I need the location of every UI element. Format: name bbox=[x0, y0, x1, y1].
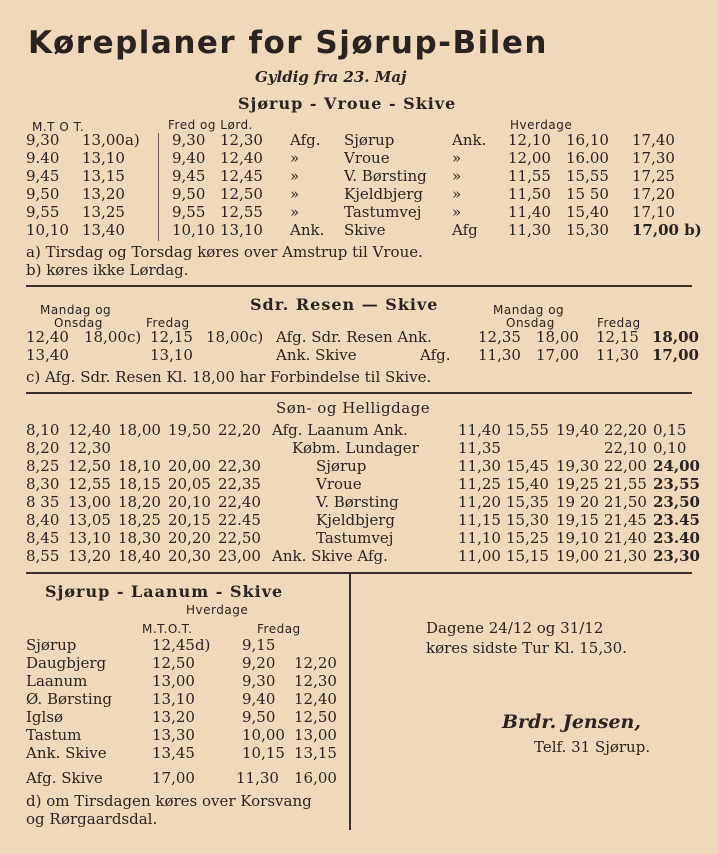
route1-cell-c: 9,40 bbox=[172, 149, 206, 167]
route2-r1-a: 12,40 bbox=[26, 328, 69, 346]
route3-right-time: 21,30 bbox=[604, 547, 647, 565]
route2-r2-stop: Ank. Skive bbox=[276, 346, 357, 364]
route2-r2-a: 13,40 bbox=[26, 346, 69, 364]
route3-left-time: 22,50 bbox=[218, 529, 261, 547]
route3-left-time: 22,20 bbox=[218, 421, 261, 439]
route3-left-time: 20,15 bbox=[168, 511, 211, 529]
route3-right-time: 11,10 bbox=[458, 529, 501, 547]
route3-right-time: 11,30 bbox=[458, 457, 501, 475]
route4-stop: Ank. Skive bbox=[26, 744, 107, 762]
route3-right-time: 15,30 bbox=[506, 511, 549, 529]
route1-cell-d: 12,45 bbox=[220, 167, 263, 185]
route4-mtot: 13,00 bbox=[152, 672, 195, 690]
route3-right-time: 22,00 bbox=[604, 457, 647, 475]
route3-left-time: 8,40 bbox=[26, 511, 60, 529]
route1-cell-c: 9,55 bbox=[172, 203, 206, 221]
route1-cell-a: 9,45 bbox=[26, 167, 60, 185]
route1-cell-f: 16.00 bbox=[566, 149, 609, 167]
route4-stop: Iglsø bbox=[26, 708, 64, 726]
route4-fredag-2: 13,00 bbox=[294, 726, 337, 744]
route2-r2-e: 11,30 bbox=[478, 346, 521, 364]
route3-left-time: 18,00 bbox=[118, 421, 161, 439]
route4-fredag-2: 12,20 bbox=[294, 654, 337, 672]
route1-cell-stop: V. Børsting bbox=[344, 167, 427, 185]
route1-cell-f: 15 50 bbox=[566, 185, 609, 203]
route1-cell-stop: Sjørup bbox=[344, 131, 395, 149]
route1-cell-act: Afg. bbox=[290, 131, 321, 149]
route3-right-time: 0,10 bbox=[653, 439, 687, 457]
route1-cell-c: 9,50 bbox=[172, 185, 206, 203]
route3-right-time: 21,40 bbox=[604, 529, 647, 547]
route2-right-mo1: Mandag og bbox=[493, 303, 565, 317]
route1-cell-b: 13,20 bbox=[82, 185, 125, 203]
route1-cell-act2: » bbox=[452, 149, 462, 167]
route1-cell-d: 13,10 bbox=[220, 221, 263, 239]
route1-cell-g: 17,20 bbox=[632, 185, 675, 203]
route2-r2-f: 17,00 bbox=[536, 346, 579, 364]
route1-cell-a: 9,30 bbox=[26, 131, 60, 149]
route3-stop: V. Børsting bbox=[316, 493, 399, 511]
route1-cell-c: 9,45 bbox=[172, 167, 206, 185]
route1-cell-g: 17,10 bbox=[632, 203, 675, 221]
route3-left-time: 12,55 bbox=[68, 475, 111, 493]
route3-right-time: 11,25 bbox=[458, 475, 501, 493]
route1-cell-d: 12,55 bbox=[220, 203, 263, 221]
route1-cell-b: 13,10 bbox=[82, 149, 125, 167]
route1-cell-d: 12,50 bbox=[220, 185, 263, 203]
route1-cell-g: 17,30 bbox=[632, 149, 675, 167]
route4-note-d1: d) om Tirsdagen køres over Korsvang bbox=[26, 792, 312, 810]
route4-stop: Ø. Børsting bbox=[26, 690, 112, 708]
route4-fredag-1: 9,40 bbox=[242, 690, 276, 708]
route1-col-fred: Fred og Lørd. bbox=[168, 118, 253, 132]
route3-right-time: 24,00 bbox=[653, 457, 700, 475]
route3-right-time: 19 20 bbox=[556, 493, 599, 511]
route3-left-time: 20,10 bbox=[168, 493, 211, 511]
route3-left-time: 18,40 bbox=[118, 547, 161, 565]
route1-note-a: a) Tirsdag og Torsdag køres over Amstrup til Vroue. bbox=[26, 243, 423, 261]
route3-stop: Købm. Lundager bbox=[292, 439, 419, 457]
route4-fredag-1: 9,50 bbox=[242, 708, 276, 726]
route3-left-time: 19,50 bbox=[168, 421, 211, 439]
route2-r2-c: 13,10 bbox=[150, 346, 193, 364]
route3-stop: Afg. Laanum Ank. bbox=[272, 421, 408, 439]
route3-right-time: 11,15 bbox=[458, 511, 501, 529]
route3-right-time: 19,30 bbox=[556, 457, 599, 475]
route2-r1-g: 12,15 bbox=[596, 328, 639, 346]
route4-stop: Sjørup bbox=[26, 636, 77, 654]
route4-mtot: 13,30 bbox=[152, 726, 195, 744]
route4-mtot: 12,50 bbox=[152, 654, 195, 672]
route4-fredag-1: 10,15 bbox=[242, 744, 285, 762]
route4-dep-b: 11,30 bbox=[236, 769, 279, 787]
route3-right-time: 15,35 bbox=[506, 493, 549, 511]
route3-right-time: 11,40 bbox=[458, 421, 501, 439]
route1-cell-act: » bbox=[290, 167, 300, 185]
route3-left-time: 13,20 bbox=[68, 547, 111, 565]
route3-right-time: 21,45 bbox=[604, 511, 647, 529]
route1-note-b: b) køres ikke Lørdag. bbox=[26, 261, 189, 279]
route1-cell-stop: Kjeldbjerg bbox=[344, 185, 424, 203]
route4-fredag-1: 9,20 bbox=[242, 654, 276, 672]
route3-left-time: 22,35 bbox=[218, 475, 261, 493]
route1-cell-act: » bbox=[290, 185, 300, 203]
route3-title: Søn- og Helligdage bbox=[276, 399, 431, 417]
route4-col-fredag: Fredag bbox=[257, 622, 301, 636]
route3-right-time: 11,35 bbox=[458, 439, 501, 457]
route1-cell-d: 12,40 bbox=[220, 149, 263, 167]
route3-left-time: 22,40 bbox=[218, 493, 261, 511]
route2-r2-h: 17,00 bbox=[652, 346, 699, 364]
route1-cell-stop: Tastumvej bbox=[344, 203, 422, 221]
route3-left-time: 18,25 bbox=[118, 511, 161, 529]
route2-r1-b: 18,00c) bbox=[84, 328, 142, 346]
route1-title: Sjørup - Vroue - Skive bbox=[238, 94, 457, 113]
route4-dep-a: 17,00 bbox=[152, 769, 195, 787]
route3-left-time: 18,20 bbox=[118, 493, 161, 511]
route4-mtot: 12,45d) bbox=[152, 636, 211, 654]
route3-stop: Tastumvej bbox=[316, 529, 394, 547]
route1-cell-g: 17,40 bbox=[632, 131, 675, 149]
route1-cell-c: 9,30 bbox=[172, 131, 206, 149]
route1-cell-act: Ank. bbox=[290, 221, 325, 239]
route3-left-time: 13,10 bbox=[68, 529, 111, 547]
route1-cell-f: 16,10 bbox=[566, 131, 609, 149]
route4-fredag-1: 10,00 bbox=[242, 726, 285, 744]
route2-r1-stop: Afg. Sdr. Resen Ank. bbox=[276, 328, 432, 346]
route1-cell-d: 12,30 bbox=[220, 131, 263, 149]
route2-left-fredag: Fredag bbox=[146, 316, 190, 330]
route3-right-time: 23.40 bbox=[653, 529, 700, 547]
route3-left-time: 8,25 bbox=[26, 457, 60, 475]
route4-mtot: 13,45 bbox=[152, 744, 195, 762]
route3-right-time: 15,25 bbox=[506, 529, 549, 547]
route3-left-time: 22.45 bbox=[218, 511, 261, 529]
route1-cell-a: 9.40 bbox=[26, 149, 60, 167]
route1-col-hverdage: Hverdage bbox=[510, 118, 573, 132]
route1-cell-act: » bbox=[290, 203, 300, 221]
route1-cell-e: 12,10 bbox=[508, 131, 551, 149]
route1-cell-b: 13,40 bbox=[82, 221, 125, 239]
route1-cell-e: 12,00 bbox=[508, 149, 551, 167]
owner-phone: Telf. 31 Sjørup. bbox=[534, 738, 651, 756]
route1-cell-a: 10,10 bbox=[26, 221, 69, 239]
route3-left-time: 20,20 bbox=[168, 529, 211, 547]
route3-left-time: 18,15 bbox=[118, 475, 161, 493]
route2-left-mo2: Onsdag bbox=[54, 316, 103, 330]
route3-left-time: 8,30 bbox=[26, 475, 60, 493]
route3-right-time: 23.45 bbox=[653, 511, 700, 529]
route1-cell-stop: Vroue bbox=[344, 149, 390, 167]
route1-cell-act2: Ank. bbox=[452, 131, 487, 149]
route1-cell-b: 13,15 bbox=[82, 167, 125, 185]
route1-col-mtot: M.T O T. bbox=[32, 120, 85, 134]
christmas-line2: køres sidste Tur Kl. 15,30. bbox=[426, 639, 627, 657]
route3-left-time: 18,10 bbox=[118, 457, 161, 475]
route3-left-time: 20,00 bbox=[168, 457, 211, 475]
route4-stop: Laanum bbox=[26, 672, 88, 690]
route4-title: Sjørup - Laanum - Skive bbox=[45, 582, 284, 601]
route2-r1-e: 12,35 bbox=[478, 328, 521, 346]
route3-right-time: 15,15 bbox=[506, 547, 549, 565]
route3-right-time: 15,45 bbox=[506, 457, 549, 475]
route3-right-time: 11,20 bbox=[458, 493, 501, 511]
route3-right-time: 0,15 bbox=[653, 421, 687, 439]
route3-left-time: 8 35 bbox=[26, 493, 60, 511]
route1-cell-g: 17,25 bbox=[632, 167, 675, 185]
route1-cell-e: 11,40 bbox=[508, 203, 551, 221]
route4-fredag-2: 12,40 bbox=[294, 690, 337, 708]
route1-cell-b: 13,00a) bbox=[82, 131, 140, 149]
route1-cell-a: 9,55 bbox=[26, 203, 60, 221]
route2-right-mo2: Onsdag bbox=[506, 316, 555, 330]
route1-cell-c: 10,10 bbox=[172, 221, 215, 239]
route4-fredag-2: 12,30 bbox=[294, 672, 337, 690]
route3-left-time: 8,45 bbox=[26, 529, 60, 547]
route4-dep-stop: Afg. Skive bbox=[26, 769, 103, 787]
route2-r2-g: 11,30 bbox=[596, 346, 639, 364]
route3-left-time: 13,00 bbox=[68, 493, 111, 511]
route2-note-c: c) Afg. Sdr. Resen Kl. 18,00 har Forbindelse til Skive. bbox=[26, 368, 432, 386]
route3-stop: Vroue bbox=[316, 475, 362, 493]
owner-name: Brdr. Jensen, bbox=[502, 711, 641, 733]
route1-cell-act2: » bbox=[452, 167, 462, 185]
route3-right-time: 15,55 bbox=[506, 421, 549, 439]
route2-r1-h: 18,00 bbox=[652, 328, 699, 346]
page-title: Køreplaner for Sjørup-Bilen bbox=[28, 25, 549, 61]
route4-note-d2: og Rørgaardsdal. bbox=[26, 810, 158, 828]
route1-cell-f: 15,30 bbox=[566, 221, 609, 239]
route3-left-time: 12,30 bbox=[68, 439, 111, 457]
route3-right-time: 19,40 bbox=[556, 421, 599, 439]
route4-col-hverdage: Hverdage bbox=[186, 603, 249, 617]
route3-right-time: 19,25 bbox=[556, 475, 599, 493]
route1-cell-stop: Skive bbox=[344, 221, 386, 239]
route4-dep-c: 16,00 bbox=[294, 769, 337, 787]
route3-left-time: 22,30 bbox=[218, 457, 261, 475]
route2-r1-d: 18,00c) bbox=[206, 328, 264, 346]
route3-left-time: 20,30 bbox=[168, 547, 211, 565]
route1-cell-act2: » bbox=[452, 203, 462, 221]
route3-right-time: 22,10 bbox=[604, 439, 647, 457]
route4-mtot: 13,20 bbox=[152, 708, 195, 726]
route4-fredag-1: 9,15 bbox=[242, 636, 276, 654]
route3-right-time: 23,30 bbox=[653, 547, 700, 565]
route1-cell-g: 17,00 b) bbox=[632, 221, 702, 239]
route4-fredag-2: 12,50 bbox=[294, 708, 337, 726]
route4-col-mtot: M.T.O.T. bbox=[142, 622, 193, 636]
route2-r1-c: 12,15 bbox=[150, 328, 193, 346]
route2-left-mo1: Mandag og bbox=[40, 303, 112, 317]
route4-fredag-2: 13,15 bbox=[294, 744, 337, 762]
route3-left-time: 18,30 bbox=[118, 529, 161, 547]
route1-cell-act: » bbox=[290, 149, 300, 167]
route3-right-time: 22,20 bbox=[604, 421, 647, 439]
route3-stop: Sjørup bbox=[316, 457, 367, 475]
route3-left-time: 20,05 bbox=[168, 475, 211, 493]
route1-cell-a: 9,50 bbox=[26, 185, 60, 203]
route3-right-time: 11,00 bbox=[458, 547, 501, 565]
route1-cell-f: 15,40 bbox=[566, 203, 609, 221]
route1-cell-act2: Afg bbox=[452, 221, 478, 239]
route2-title: Sdr. Resen — Skive bbox=[250, 295, 439, 314]
route2-r1-f: 18,00 bbox=[536, 328, 579, 346]
route1-cell-b: 13,25 bbox=[82, 203, 125, 221]
route3-left-time: 12,40 bbox=[68, 421, 111, 439]
route3-left-time: 8,55 bbox=[26, 547, 60, 565]
route4-fredag-1: 9,30 bbox=[242, 672, 276, 690]
route3-right-time: 21,50 bbox=[604, 493, 647, 511]
route4-stop: Daugbjerg bbox=[26, 654, 107, 672]
christmas-line1: Dagene 24/12 og 31/12 bbox=[426, 619, 604, 637]
route1-cell-e: 11,50 bbox=[508, 185, 551, 203]
route1-cell-act2: » bbox=[452, 185, 462, 203]
route4-stop: Tastum bbox=[26, 726, 82, 744]
route3-right-time: 15,40 bbox=[506, 475, 549, 493]
route3-right-time: 19,15 bbox=[556, 511, 599, 529]
route3-right-time: 21,55 bbox=[604, 475, 647, 493]
route3-left-time: 13,05 bbox=[68, 511, 111, 529]
route1-cell-f: 15,55 bbox=[566, 167, 609, 185]
route3-left-time: 8,20 bbox=[26, 439, 60, 457]
route3-stop: Kjeldbjerg bbox=[316, 511, 396, 529]
route1-cell-e: 11,55 bbox=[508, 167, 551, 185]
route3-right-time: 23,50 bbox=[653, 493, 700, 511]
route1-cell-e: 11,30 bbox=[508, 221, 551, 239]
route3-left-time: 8,10 bbox=[26, 421, 60, 439]
route3-left-time: 23,00 bbox=[218, 547, 261, 565]
route2-right-fredag: Fredag bbox=[597, 316, 641, 330]
valid-from: Gyldig fra 23. Maj bbox=[255, 68, 407, 86]
route3-right-time: 19,10 bbox=[556, 529, 599, 547]
route3-stop: Ank. Skive Afg. bbox=[272, 547, 388, 565]
route3-left-time: 12,50 bbox=[68, 457, 111, 475]
route3-right-time: 23,55 bbox=[653, 475, 700, 493]
route4-mtot: 13,10 bbox=[152, 690, 195, 708]
route2-r2-act2: Afg. bbox=[420, 346, 451, 364]
route3-right-time: 19,00 bbox=[556, 547, 599, 565]
